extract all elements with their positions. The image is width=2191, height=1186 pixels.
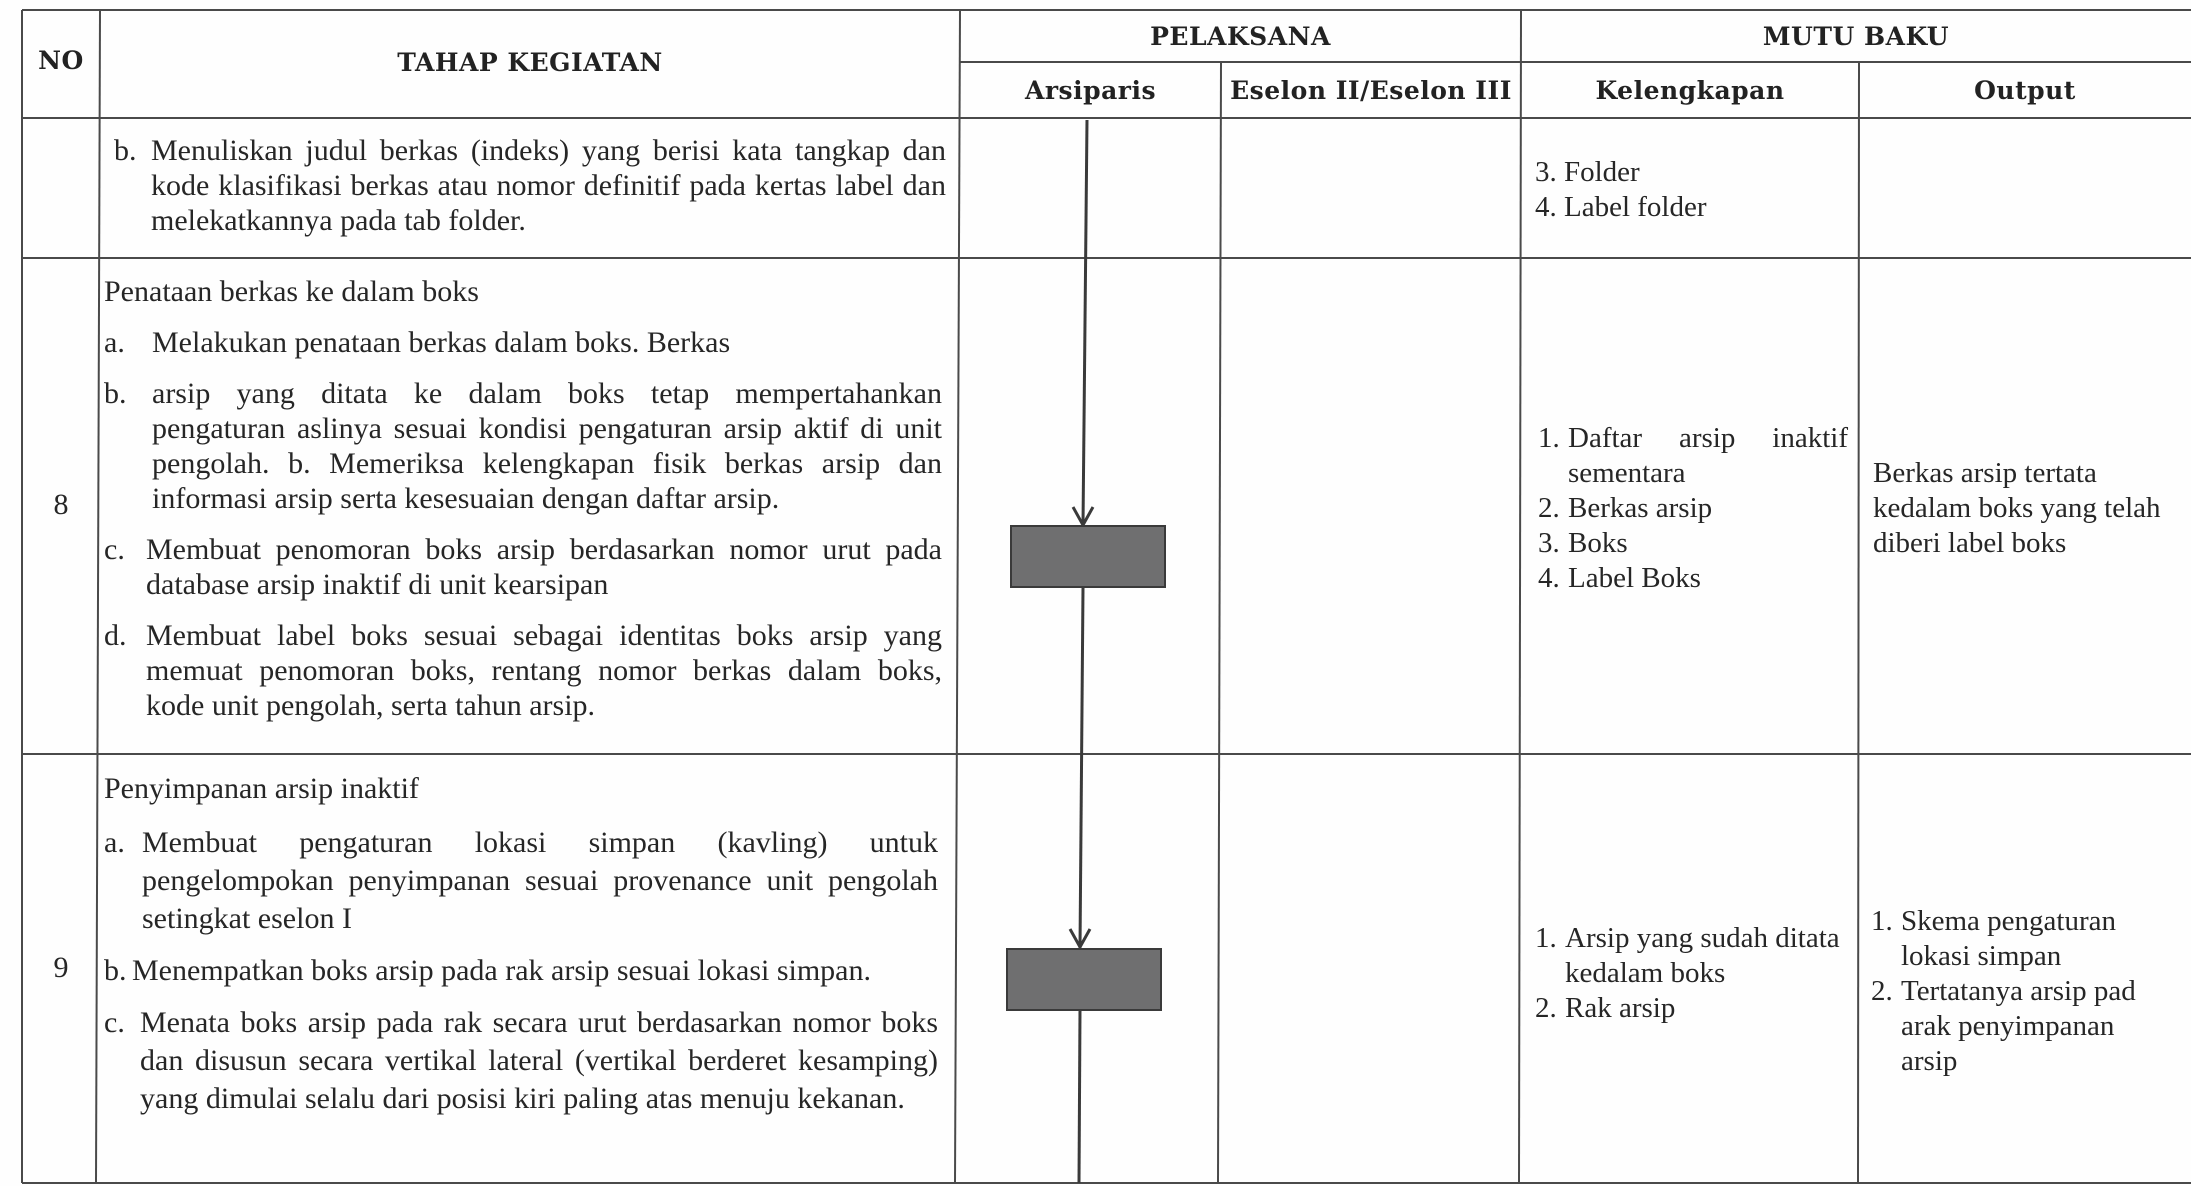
- item-text: Tertatanya arsip pad arak penyimpanan arsip: [1901, 975, 2136, 1077]
- header-eselon: Eselon II/Eselon III: [1230, 76, 1512, 105]
- header-tahap-kegiatan: TAHAP KEGIATAN: [397, 48, 663, 77]
- col-divider-pelaksana: [1519, 10, 1521, 1183]
- list-item: [104, 325, 942, 360]
- row9-number: 9: [53, 951, 69, 984]
- row-prev-tahap: [114, 133, 946, 238]
- item-marker: 4.: [1538, 562, 1560, 594]
- item-marker: 1.: [1538, 422, 1560, 454]
- item-marker: c.: [104, 533, 125, 566]
- item-marker: a.: [104, 826, 125, 859]
- item-text: Melakukan penataan berkas dalam boks. Berkas: [152, 326, 731, 359]
- flow-line-2: [1080, 588, 1083, 948]
- header-pelaksana: PELAKSANA: [1150, 22, 1331, 51]
- item-marker: d.: [104, 619, 127, 652]
- row8-tahap: [104, 274, 942, 723]
- list-item: [104, 376, 942, 516]
- header-output: Output: [1974, 76, 2076, 105]
- item-text: Menempatkan boks arsip pada rak arsip sesuai lokasi simpan.: [132, 954, 871, 987]
- item-text: Daftar arsip inaktif sementara: [1568, 422, 1848, 489]
- item-text: Menuliskan judul berkas (indeks) yang berisi kata tangkap dan kode klasifikasi berkas atau nomor definitif pada kertas label dan melekatkannya pada tab folder.: [151, 134, 946, 237]
- item-marker: b.: [104, 377, 127, 410]
- list-item: [104, 618, 942, 723]
- row8-title: Penataan berkas ke dalam boks: [104, 275, 479, 308]
- header-no: NO: [38, 46, 84, 75]
- row8-number: 8: [53, 488, 69, 521]
- item-text: Rak arsip: [1565, 992, 1676, 1024]
- item-text: Skema pengaturan lokasi simpan: [1901, 905, 2117, 972]
- col-divider-kelengkapan: [1858, 62, 1859, 1183]
- col-divider-no: [96, 10, 100, 1183]
- header-arsiparis: Arsiparis: [1024, 76, 1157, 105]
- item-marker: 2.: [1535, 992, 1557, 1024]
- row9-title: Penyimpanan arsip inaktif: [104, 772, 419, 805]
- item-marker: 2.: [1538, 492, 1560, 524]
- flow-line-1: [1083, 120, 1087, 525]
- header-kelengkapan: Kelengkapan: [1595, 76, 1785, 105]
- item-text: Menata boks arsip pada rak secara urut berdasarkan nomor boks dan disusun secara vertikal lateral (vertikal berderet kesamping) yang dimulai selalu dari posisi kiri paling atas menuju kekanan.: [140, 1006, 938, 1115]
- item-text: Arsip yang sudah ditata kedalam boks: [1565, 922, 1840, 989]
- item-marker: 2.: [1871, 975, 1893, 1007]
- process-box-row9: [1007, 949, 1161, 1010]
- list-item: [1535, 991, 1853, 1026]
- row9-output: [1871, 904, 2171, 1079]
- list-item: [104, 824, 938, 938]
- item-marker: 1.: [1871, 905, 1893, 937]
- item-marker: b.: [114, 134, 137, 167]
- item-text: Boks: [1568, 527, 1628, 559]
- item-marker: 1.: [1535, 922, 1557, 954]
- list-item: 3. Folder: [1535, 156, 1640, 188]
- list-item: [104, 952, 938, 990]
- header-mutu-baku: MUTU BAKU: [1762, 22, 1950, 51]
- item-text: Membuat label boks sesuai sebagai identitas boks arsip yang memuat penomoran boks, rentang nomor berkas dalam boks, kode unit pengolah, serta tahun arsip.: [146, 619, 942, 722]
- item-text: Membuat pengaturan lokasi simpan (kavling) untuk pengelompokan penyimpanan sesuai provenance unit pengolah setingkat eselon I: [142, 826, 938, 935]
- item-marker: c.: [104, 1006, 125, 1039]
- row8-output: Berkas arsip tertata kedalam boks yang telah diberi label boks: [1873, 457, 2161, 559]
- process-box-row8: [1011, 526, 1165, 587]
- item-marker: 3.: [1538, 527, 1560, 559]
- list-item: [1535, 921, 1853, 991]
- list-item: [1871, 974, 2171, 1079]
- col-divider-tahap: [955, 10, 960, 1183]
- col-divider-arsiparis: [1218, 62, 1221, 1183]
- list-item: 4. Label folder: [1535, 191, 1707, 223]
- list-item: [104, 532, 942, 602]
- list-item: [1538, 421, 1848, 491]
- item-marker: b.: [104, 954, 127, 987]
- list-item: [104, 1004, 938, 1118]
- list-item: [1871, 904, 2171, 974]
- item-text: Label Boks: [1568, 562, 1701, 594]
- list-item: [1538, 526, 1848, 561]
- list-item: [1538, 561, 1848, 596]
- item-marker: a.: [104, 326, 125, 359]
- item-text: Berkas arsip: [1568, 492, 1713, 524]
- row9-kelengkapan: [1535, 921, 1853, 1026]
- list-item: [1538, 491, 1848, 526]
- flow-line-3: [1079, 1010, 1080, 1183]
- item-text: arsip yang ditata ke dalam boks tetap mempertahankan pengaturan aslinya sesuai kondisi pengaturan arsip aktif di unit pengolah. b. Memeriksa kelengkapan fisik berkas arsip dan informasi arsip serta kesesuaian dengan daftar arsip.: [152, 377, 942, 515]
- row8-kelengkapan: [1538, 421, 1848, 596]
- list-item: [114, 133, 946, 238]
- row9-tahap: [104, 770, 938, 1118]
- item-text: Membuat penomoran boks arsip berdasarkan nomor urut pada database arsip inaktif di unit kearsipan: [146, 533, 942, 601]
- row-prev-kelengkapan: [1535, 155, 1845, 225]
